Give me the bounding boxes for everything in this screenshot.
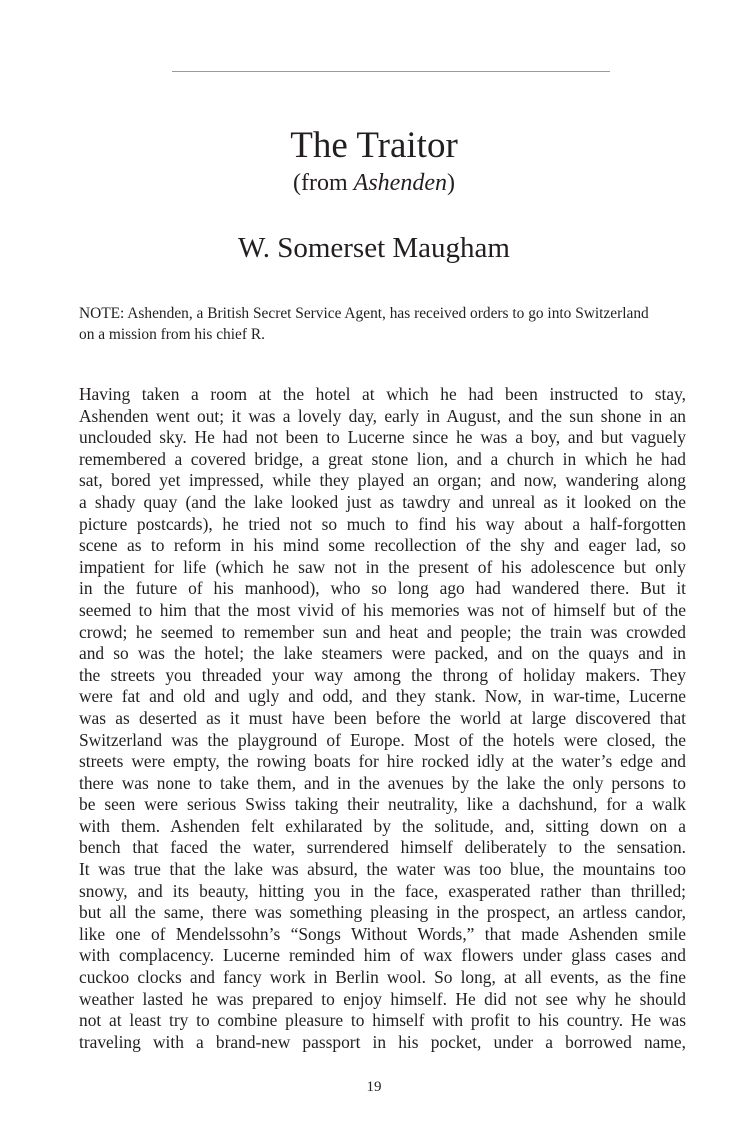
body-line: impatient for life (which he saw not in the present of his adolescence but only — [79, 556, 686, 577]
body-line: weather lasted he was prepared to enjoy himself. He did not see why he should — [79, 988, 686, 1009]
note-line: NOTE: Ashenden, a British Secret Service Agent, has received orders to go into Switzerland — [79, 305, 649, 322]
story-title: The Traitor — [290, 125, 458, 166]
editor-note — [79, 303, 689, 345]
body-line: with complacency. Lucerne reminded him of wax flowers under glass cases and — [79, 945, 686, 966]
subtitle-book-title: Ashenden — [353, 170, 447, 196]
body-line: crowd; he seemed to remember sun and heat and people; the train was crowded — [79, 621, 686, 642]
page-number: 19 — [366, 1079, 382, 1095]
body-line: picture postcards), he tried not so much to find his way about a half-forgotten — [79, 513, 686, 534]
note-line: on a mission from his chief R. — [79, 326, 265, 343]
body-line: but all the same, there was something pleasing in the prospect, an artless candor, — [79, 902, 686, 923]
body-line: like one of Mendelssohn’s “Songs Without Words,” that made Ashenden smile — [79, 923, 686, 944]
story-subtitle — [0, 168, 748, 198]
body-line: Having taken a room at the hotel at which he had been instructed to stay, — [79, 384, 686, 404]
body-line: Ashenden went out; it was a lovely day, early in August, and the sun shone in an — [79, 405, 686, 426]
body-line: cuckoo clocks and fancy work in Berlin wool. So long, at all events, as the fine — [79, 967, 686, 988]
story-body — [79, 384, 686, 1053]
body-line: the streets you threaded your way among the throng of holiday makers. They — [79, 664, 686, 685]
body-line: sat, bored yet impressed, while they played an organ; and now, wandering along — [79, 470, 686, 491]
body-line: a shady quay (and the lake looked just as tawdry and unreal as it looked on the — [79, 491, 686, 512]
body-line: be seen were serious Swiss taking their neutrality, like a dachshund, for a walk — [79, 794, 686, 815]
body-line: bench that faced the water, surrendered himself deliberately to the sensation. — [79, 837, 686, 858]
body-line: not at least try to combine pleasure to himself with profit to his country. He was — [79, 1010, 686, 1031]
body-line: there was none to take them, and in the avenues by the lake the only persons to — [79, 772, 686, 793]
body-line: remembered a covered bridge, a great stone lion, and a church in which he had — [79, 448, 686, 469]
body-line: with them. Ashenden felt exhilarated by the solitude, and, sitting down on a — [79, 815, 686, 836]
body-line: streets were empty, the rowing boats for hire rocked idly at the water’s edge and — [79, 751, 686, 772]
body-line: snowy, and its beauty, hitting you in the face, exasperated rather than thrilled; — [79, 880, 686, 901]
body-line: scene as to reform in his mind some recollection of the shy and eager lad, so — [79, 535, 686, 556]
subtitle-prefix: (from — [293, 170, 354, 196]
header-rule — [172, 71, 610, 72]
body-line: was as deserted as it must have been before the world at large discovered that — [79, 707, 686, 728]
body-line: It was true that the lake was absurd, the water was too blue, the mountains too — [79, 859, 686, 880]
body-line: in the future of his manhood), who so long ago had wandered there. But it — [79, 578, 686, 599]
body-line: were fat and old and ugly and odd, and they stank. Now, in war-time, Lucerne — [79, 686, 686, 707]
body-line: and so was the hotel; the lake steamers were packed, and on the quays and in — [79, 643, 686, 664]
body-line: unclouded sky. He had not been to Lucerne since he was a boy, and but vaguely — [79, 427, 686, 448]
subtitle-suffix: ) — [446, 170, 455, 196]
body-line: Switzerland was the playground of Europe. Most of the hotels were closed, the — [79, 729, 686, 750]
body-line: traveling with a brand-new passport in his pocket, under a borrowed name, — [79, 1031, 686, 1052]
body-line: seemed to him that the most vivid of his memories was not of himself but of the — [79, 599, 686, 620]
author-name: W. Somerset Maugham — [238, 232, 510, 264]
